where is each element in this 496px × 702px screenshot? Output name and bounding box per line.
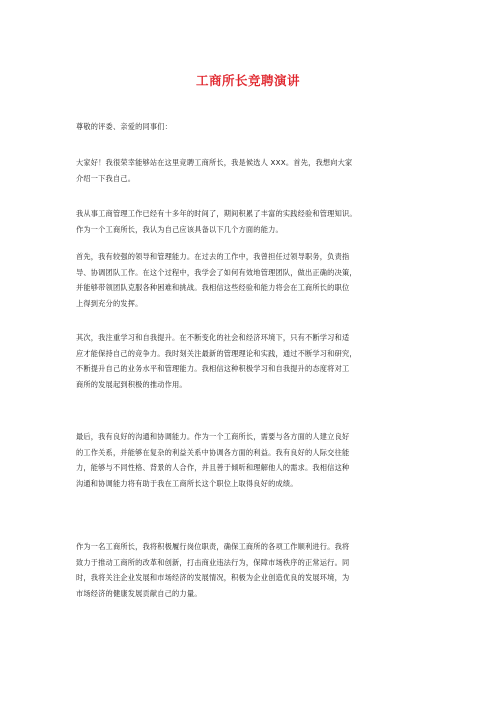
paragraph-communication: [76, 429, 349, 491]
greeting-line: 尊敬的评委、亲爱的同事们：: [76, 122, 173, 131]
paragraph-line: 介绍一下我自己。: [76, 173, 136, 183]
paragraph-line: 最后，我有良好的沟通和协调能力。作为一个工商所长，需要与各方面的人建立良好: [76, 432, 350, 441]
paragraph-line: 首先，我有较强的领导和管理能力。在过去的工作中，我曾担任过领导职务，负责指: [76, 252, 350, 261]
paragraph-line: 上得到充分的发挥。: [76, 298, 143, 308]
paragraph-line: 市场经济的健康发展贡献自己的力量。: [76, 588, 202, 598]
paragraph-line: 我从事工商管理工作已经有十多年的时间了，期间积累了丰富的实践经验和管理知识。: [76, 209, 357, 218]
paragraph-line: 大家好！我很荣幸能够站在这里竞聘工商所长，我是候选人 XXX。首先，我想向大家: [76, 158, 353, 167]
paragraph-line: 其次，我注重学习和自我提升。在不断变化的社会和经济环境下，只有不断学习和适: [76, 333, 350, 342]
paragraph-line: 力，能够与不同性格、背景的人合作，并且善于倾听和理解他人的需求。我相信这种: [76, 463, 350, 473]
paragraph-experience: [76, 206, 357, 237]
paragraph-line: 沟通和协调能力将有助于我在工商所长这个职位上取得良好的成绩。: [76, 478, 298, 488]
paragraph-line: 导、协调团队工作。在这个过程中，我学会了如何有效地管理团队，做出正确的决策，: [76, 267, 357, 277]
paragraph-line: 并能够带领团队克服各种困难和挑战。我相信这些经验和能力将会在工商所长的职位: [76, 283, 350, 293]
paragraph-learning: [76, 330, 357, 392]
page-title: 工商所长竞聘演讲: [195, 73, 300, 88]
paragraph-line: 作为一名工商所长，我将积极履行岗位职责，确保工商所的各项工作顺利进行。我将: [76, 542, 350, 551]
paragraph-line: 的工作关系，并能够在复杂的利益关系中协调各方面的利益。我有良好的人际交往能: [76, 447, 350, 457]
paragraph-line: 不断提升自己的业务水平和管理能力。我相信这种积极学习和自我提升的态度将对工: [76, 364, 350, 374]
paragraph-leadership: [76, 249, 357, 311]
paragraph-line: 作为一个工商所长，我认为自己应该具备以下几个方面的能力。: [76, 224, 283, 234]
greeting: [76, 119, 172, 135]
paragraph-line: 时，我将关注企业发展和市场经济的发展情况，积极为企业创造优良的发展环境，为: [76, 573, 350, 583]
paragraph-line: 商所的发展起到积极的推动作用。: [76, 379, 187, 389]
paragraph-line: 致力于推动工商所的改革和创新，打击商业违法行为，保障市场秩序的正常运行。同: [76, 557, 350, 567]
paragraph-line: 应才能保持自己的竞争力。我时刻关注最新的管理理论和实践，通过不断学习和研究，: [76, 348, 357, 358]
paragraph-introduction: [76, 155, 352, 186]
paragraph-commitment: [76, 539, 349, 601]
